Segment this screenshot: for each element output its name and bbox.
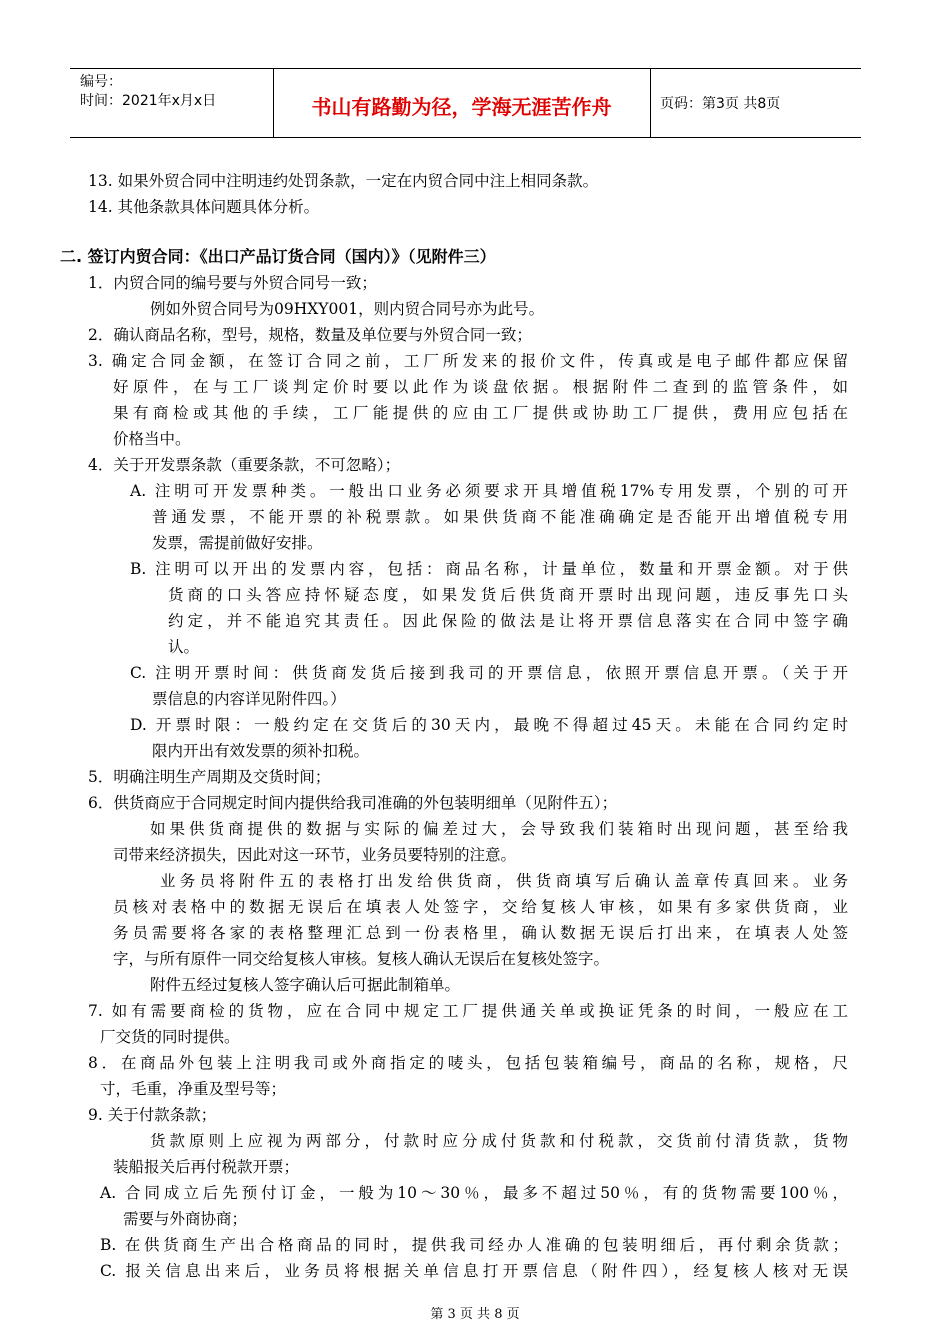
body-line: 货商的口头答应持怀疑态度，如果发货后供货商开票时出现问题，违反事先口头	[168, 586, 848, 604]
body-line: 发票，需提前做好安排。	[152, 534, 323, 552]
body-line: 务员需要将各家的表格整理汇总到一份表格里，确认数据无误后打出来，在填表人处签	[113, 924, 848, 942]
body-line: 司带来经济损失，因此对这一环节，业务员要特别的注意。	[113, 846, 517, 864]
header-motto: 书山有路勤为径，学海无涯苦作舟	[311, 95, 612, 119]
body-line: 3. 确定合同金额，在签订合同之前，工厂所发来的报价文件，传真或是电子邮件都应保留	[88, 352, 848, 370]
body-line: 约定，并不能追究其责任。因此保险的做法是让将开票信息落实在合同中签字确	[168, 612, 848, 630]
body-line: 业务员将附件五的表格打出发给供货商，供货商填写后确认盖章传真回来。业务	[160, 872, 848, 890]
section-heading: 二. 签订内贸合同：《出口产品订货合同（国内）》（见附件三）	[60, 247, 496, 266]
body-line: 限内开出有效发票的须补扣税。	[152, 742, 370, 760]
body-line: 4．关于开发票条款（重要条款，不可忽略）；	[88, 456, 401, 474]
body-line: 普通发票，不能开票的补税票款。如果供货商不能准确确定是否能开出增值税专用	[152, 508, 848, 526]
body-line: 13. 如果外贸合同中注明违约处罚条款，一定在内贸合同中注上相同条款。	[88, 172, 599, 190]
body-line: 需要与外商协商；	[123, 1210, 248, 1228]
body-line: A. 注明可开发票种类。一般出口业务必须要求开具增值税17%专用发票，个别的可开	[130, 482, 848, 500]
body-line: 9. 关于付款条款；	[88, 1106, 217, 1124]
body-line: 14. 其他条款具体问题具体分析。	[88, 198, 320, 216]
body-line: 寸，毛重，净重及型号等；	[100, 1080, 287, 1098]
body-line: 6．供货商应于合同规定时间内提供给我司准确的外包装明细单（见附件五）；	[88, 794, 618, 812]
body-line: 好原件，在与工厂谈判定价时要以此作为谈盘依据。根据附件二查到的监管条件，如	[113, 378, 848, 396]
body-line: A. 合同成立后先预付订金，一般为10～30％，最多不超过50％，有的货物需要100％，	[100, 1184, 848, 1202]
body-line: B. 注明可以开出的发票内容，包括：商品名称，计量单位，数量和开票金额。对于供	[130, 560, 848, 578]
header-number: 编号：	[80, 74, 122, 90]
body-line: 价格当中。	[113, 430, 191, 448]
header-date: 时间：2021年x月x日	[80, 93, 217, 109]
body-line: 例如外贸合同号为09HXY001，则内贸合同号亦为此号。	[150, 300, 545, 318]
body-line: 货款原则上应视为两部分，付款时应分成付货款和付税款，交货前付清货款，货物	[150, 1132, 848, 1150]
header-divider	[650, 69, 651, 137]
body-line: 附件五经过复核人签字确认后可据此制箱单。	[150, 976, 461, 994]
body-line: C. 报关信息出来后，业务员将根据关单信息打开票信息（附件四），经复核人核对无误	[100, 1262, 848, 1280]
body-line: D. 开票时限：一般约定在交货后的30天内，最晚不得超过45天。未能在合同约定时	[130, 716, 848, 734]
body-line: 2．确认商品名称，型号，规格，数量及单位要与外贸合同一致；	[88, 326, 532, 344]
body-line: B. 在供货商生产出合格商品的同时，提供我司经办人准确的包装明细后，再付剩余货款；	[100, 1236, 848, 1254]
body-line: 果有商检或其他的手续，工厂能提供的应由工厂提供或协助工厂提供，费用应包括在	[113, 404, 848, 422]
body-line: 员核对表格中的数据无误后在填表人处签字，交给复核人审核，如果有多家供货商，业	[113, 898, 848, 916]
header-page-number: 页码：第3页 共8页	[660, 96, 781, 112]
body-line: 票信息的内容详见附件四。）	[152, 690, 346, 708]
body-line: 1．内贸合同的编号要与外贸合同号一致；	[88, 274, 377, 292]
body-line: 8．在商品外包装上注明我司或外商指定的唛头，包括包装箱编号，商品的名称，规格，尺	[88, 1054, 848, 1072]
body-line: 装船报关后再付税款开票；	[113, 1158, 300, 1176]
header-meta	[80, 73, 216, 111]
body-line: 字，与所有原件一同交给复核人审核。复核人确认无误后在复核处签字。	[113, 950, 610, 968]
body-line: 如果供货商提供的数据与实际的偏差过大，会导致我们装箱时出现问题，甚至给我	[150, 820, 848, 838]
page-header	[70, 68, 861, 138]
body-line: 7. 如有需要商检的货物，应在合同中规定工厂提供通关单或换证凭条的时间，一般应在工	[88, 1002, 848, 1020]
body-line: 认。	[168, 638, 200, 656]
page-footer: 第 3 页 共 8 页	[430, 1307, 520, 1322]
body-line: 厂交货的同时提供。	[100, 1028, 240, 1046]
body-line: 5．明确注明生产周期及交货时间；	[88, 768, 331, 786]
body-line: C. 注明开票时间：供货商发货后接到我司的开票信息，依照开票信息开票。（关于开	[130, 664, 848, 682]
